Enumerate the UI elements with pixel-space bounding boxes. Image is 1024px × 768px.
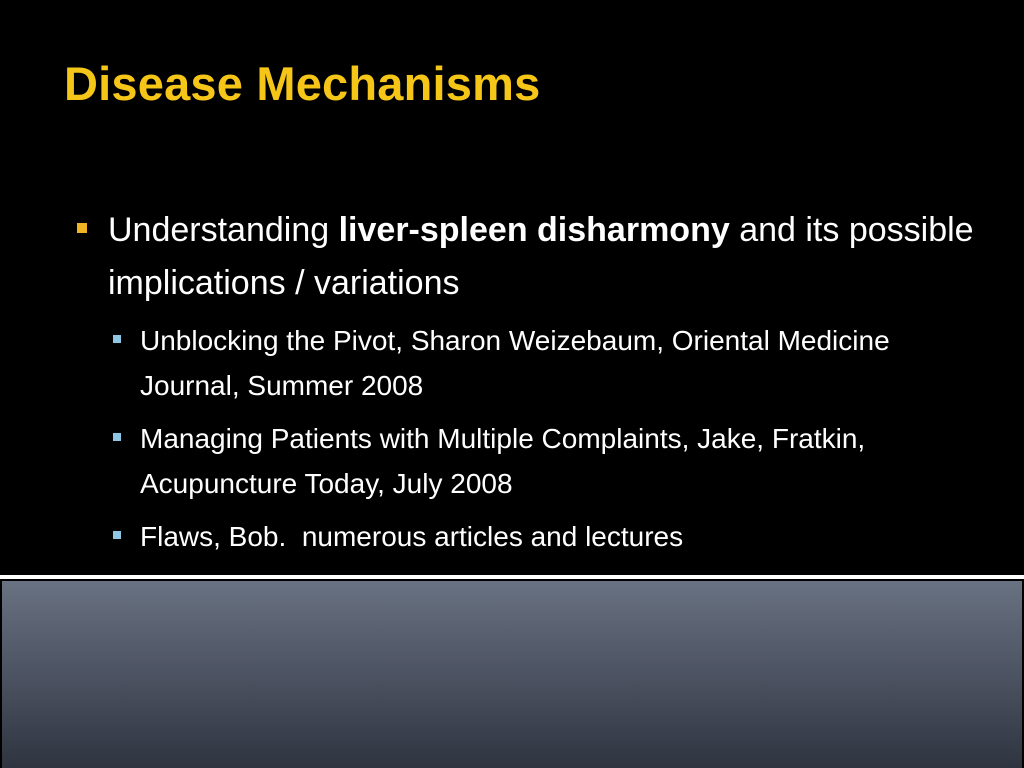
- bullet-text-before: Understanding: [108, 211, 339, 249]
- sub-bullet-text: Managing Patients with Multiple Complaints, Jake, Fratkin, Acupuncture Today, July 2008: [140, 423, 866, 499]
- bullet-text-after: and its possible implications / variations: [108, 211, 974, 302]
- square-bullet-icon: [113, 335, 121, 343]
- bullet-item-level1: [74, 204, 974, 310]
- sub-bullet-item: [108, 416, 974, 506]
- sub-bullet-item: [108, 318, 974, 408]
- bullet-text-bold: liver-spleen disharmony: [338, 211, 730, 249]
- sub-bullet-text: Flaws, Bob. numerous articles and lectures: [140, 521, 684, 552]
- footer-panel: [2, 581, 1022, 768]
- slide-title: Disease Mechanisms: [64, 57, 541, 110]
- square-bullet-icon: [113, 433, 121, 441]
- slide-content: [74, 204, 974, 559]
- footer-divider: [0, 575, 1024, 579]
- sub-bullet-item: [108, 514, 974, 559]
- square-bullet-icon: [77, 223, 87, 233]
- sub-bullet-text: Unblocking the Pivot, Sharon Weizebaum, Oriental Medicine Journal, Summer 2008: [140, 325, 890, 401]
- square-bullet-icon: [113, 531, 121, 539]
